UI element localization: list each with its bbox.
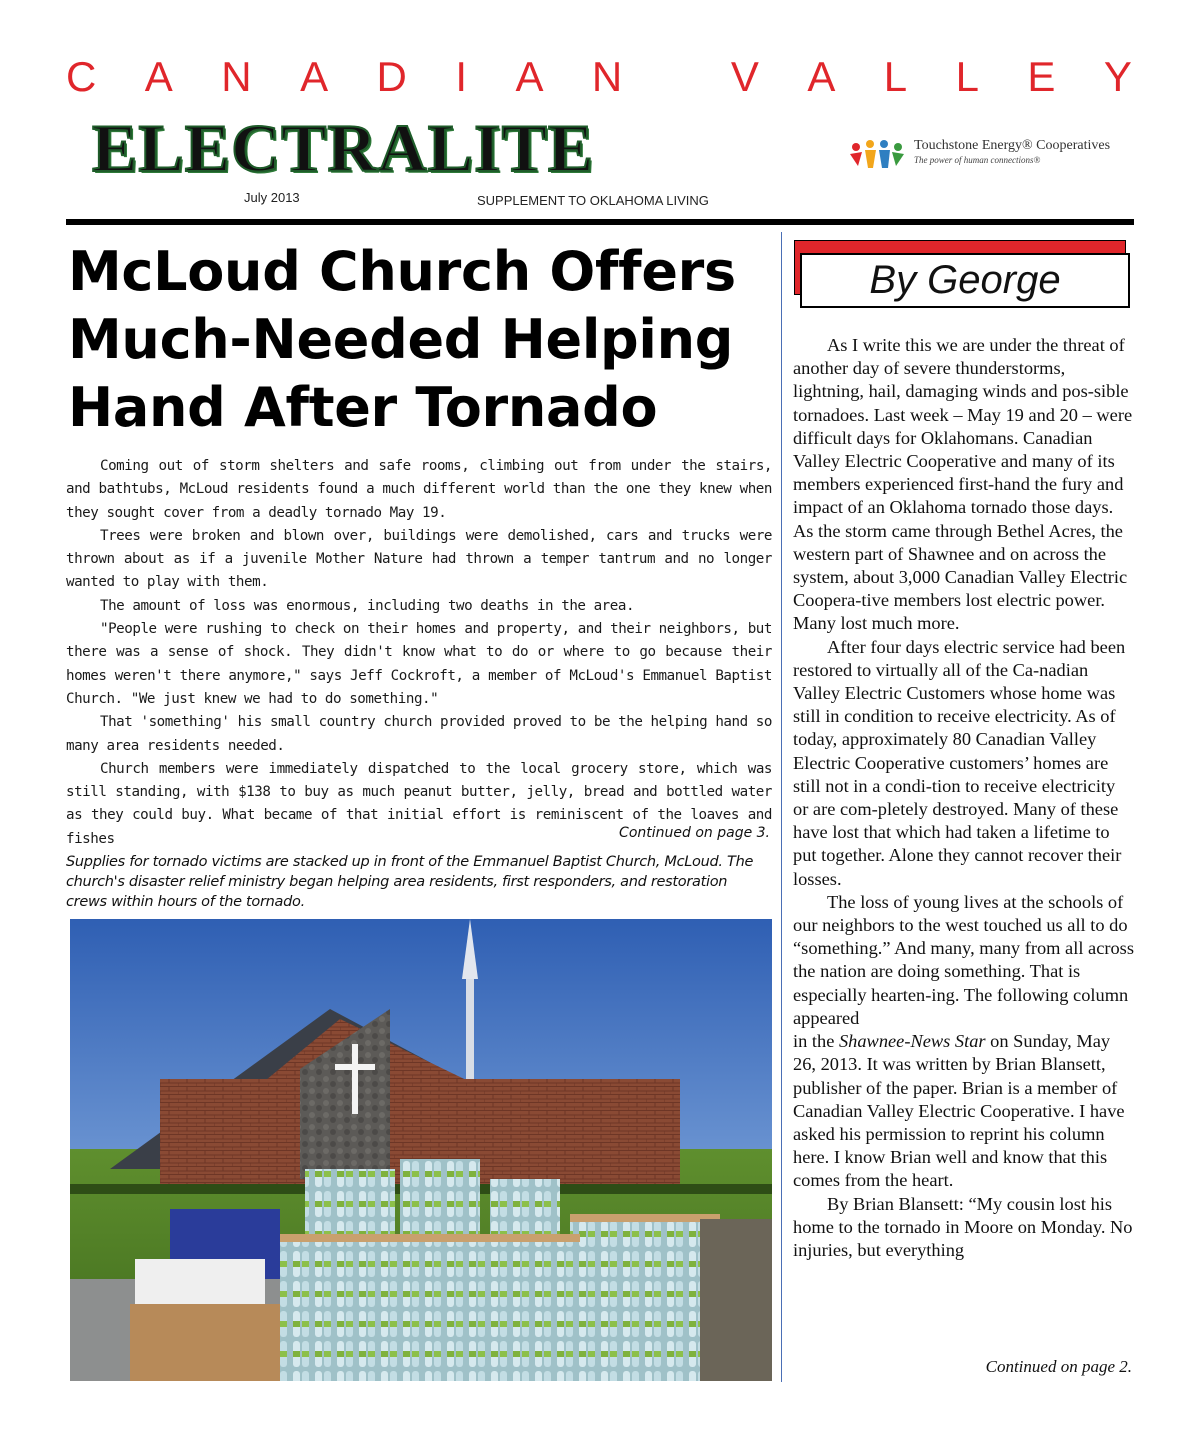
by-george-column <box>793 334 1135 1262</box>
column-paragraph: By Brian Blansett: “My cousin lost his home to the tornado in Moore on Monday. No injuries, but everything <box>793 1193 1133 1260</box>
church-supplies-photo <box>70 919 772 1381</box>
publication-name: Shawnee-News Star <box>838 1031 986 1052</box>
continued-on-page-3: Continued on page 3. <box>619 825 770 841</box>
masthead-kicker <box>66 54 1132 100</box>
article-paragraph: That 'something' his small country church provided proved to be the helping hand so many area residents needed. <box>66 714 772 754</box>
continued-on-page-2: Continued on page 2. <box>985 1357 1132 1376</box>
header-title-box <box>800 253 1130 308</box>
kicker-letter: I <box>455 53 467 100</box>
article-body <box>66 455 772 851</box>
touchstone-energy-logo <box>848 138 1118 180</box>
kicker-letter: N <box>591 53 623 100</box>
photo-caption: Supplies for tornado victims are stacked up in front of the Emmanuel Baptist Church, McLoud. The church's disaster relief ministry began helping area residents, first responders, and restoration crews within hours of the tornado. <box>66 854 754 910</box>
article-paragraph: Coming out of storm shelters and safe rooms, climbing out from under the stairs, and bathtubs, McLoud residents found a much different world than the one they knew when they sought cover from a deadly tornado May 19. <box>66 458 772 521</box>
headline-line: McLoud Church Offers <box>68 240 736 303</box>
kicker-letter-space <box>671 54 683 100</box>
headline-line: Much-Needed Helping <box>68 308 734 371</box>
article-paragraph: Church members were immediately dispatched to the local grocery store, which was still standing, with $138 to buy as much peanut butter, jelly, bread and bottled water as they could buy. What became of that initial effort is reminiscent of the loaves and fishes <box>66 760 772 847</box>
kicker-letter: C <box>66 53 97 100</box>
kicker-letter: E <box>1027 53 1056 100</box>
supplement-label: SUPPLEMENT TO OKLAHOMA LIVING <box>477 193 709 208</box>
column-text: on Sunday, May 26, 2013. It was written by Brian Blansett, publisher of the paper. Brian is a member of Canadian Valley Electric Cooperative. I have asked his permission to reprint his column here. I know Brian well and know that this comes from the heart. <box>793 1031 1125 1191</box>
kicker-letter: A <box>144 53 173 100</box>
by-george-header <box>794 240 1134 310</box>
column-text: in the <box>793 1031 839 1052</box>
article-paragraph: Trees were broken and blown over, buildings were demolished, cars and trucks were thrown about as if a juvenile Mother Nature had thrown a temper tantrum and no longer wanted to play with them. <box>66 527 772 591</box>
kicker-letter: D <box>376 53 407 100</box>
logo-name: Touchstone Energy® Cooperatives <box>914 138 1111 153</box>
issue-date: July 2013 <box>244 190 300 205</box>
article-paragraph: "People were rushing to check on their homes and property, and their neighbors, but there was a sense of shock. They didn't know what to do or where to go because their homes weren't there anymore," says Jeff Cockroft, a member of McLoud's Emmanuel Baptist Church. "We just knew we had to do something." <box>66 621 772 707</box>
kicker-letter: L <box>883 53 908 100</box>
column-title: By George <box>869 258 1061 302</box>
column-divider <box>781 232 782 1382</box>
kicker-letter: L <box>955 53 979 100</box>
kicker-letter: N <box>221 53 252 100</box>
church-photo-illustration <box>70 919 772 1381</box>
masthead-rule <box>66 219 1134 225</box>
kicker-letter: A <box>807 53 836 100</box>
column-paragraph <box>793 1030 1135 1192</box>
headline-line: Hand After Tornado <box>68 376 658 439</box>
kicker-letter: Y <box>1103 53 1132 100</box>
column-paragraph: As I write this we are under the threat of another day of severe thunderstorms, lightning, hail, damaging winds and pos-sible tornadoes. Last week – May 19 and 20 – were difficult days for Oklahomans. Canadian Valley Electric Cooperative and many of its members experienced first-hand the fury and impact of an Oklahoma tornado those days. As the storm came through Bethel Acres, the western part of Shawnee and on across the system, about 3,000 Canadian Valley Electric Coopera-tive members lost electric power. Many lost much more. <box>793 335 1133 634</box>
logo-tagline: The power of human connections® <box>914 155 1041 165</box>
kicker-letter: V <box>730 53 759 100</box>
column-paragraph: The loss of young lives at the schools of our neighbors to the west touched us all to do “something.” And many, many from all across the nation are doing something. That is especially hearten-ing. The following column appeared <box>793 891 1134 1028</box>
article-headline <box>68 238 768 442</box>
kicker-letter: A <box>300 53 329 100</box>
article-paragraph: The amount of loss was enormous, including two deaths in the area. <box>100 597 635 614</box>
people-logo-icon <box>848 138 906 174</box>
column-paragraph: After four days electric service had been restored to virtually all of the Ca-nadian Valley Electric Customers whose home was still in condition to receive electricity. As of today, approximately 80 Canadian Valley Electric Cooperative customers’ homes are still not in a condi-tion to receive electricity or are com-pletely destroyed. Many of these have lost that which had taken a lifetime to put together. Alone they cannot recover their losses. <box>793 636 1126 889</box>
masthead-title: ELECTRALITE <box>92 110 595 186</box>
kicker-letter: A <box>515 53 544 100</box>
